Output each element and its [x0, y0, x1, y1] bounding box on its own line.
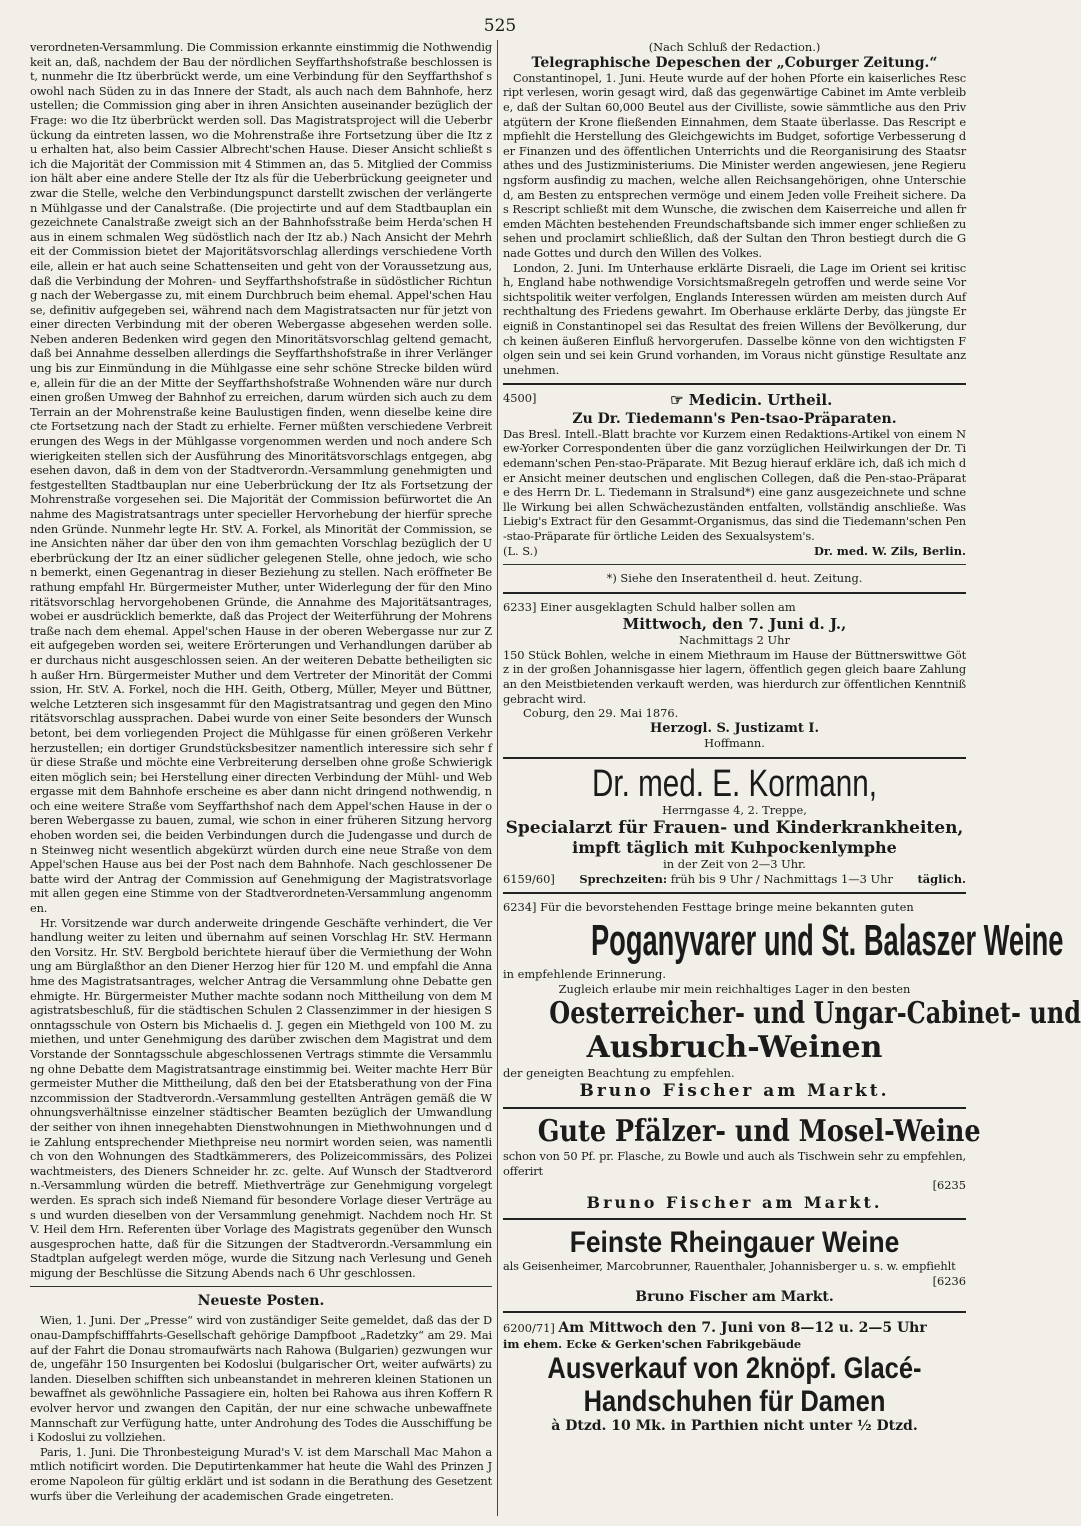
kormann-name: Dr. med. E. Kormann,	[592, 762, 877, 805]
sale-date: Am Mittwoch den 7. Juni von 8—12 u. 2—5 Uhr	[558, 1319, 927, 1336]
kormann-office-hours-label: Sprechzeiten:	[579, 871, 668, 886]
council-report-paragraph: verordneten-Versammlung. Die Commission erkannte einstimmig die Nothwendigkeit an, daß, nachdem der Bau der nördlichen Seyffarthshofstraße beschlossen ist, nunmehr die Itz überbrückt werde, um eine Verbindung für den Seyffarthshof sowohl nach Süden zu in das Innere der Stadt, als auch nach dem Bahnhofe, herzustellen; die Commission ging aber in ihren Ansichten auseinander bezüglich der Frage: wo die Itz überbrückt werden soll. Das Magistratsproject will die Ueberbrückung da eintreten lassen, wo die Mohrenstraße ihre Fortsetzung über die Itz zu erhalten hat, also beim Cassier Albrecht'schen Hause. Dieser Ansicht schließt sich die Majorität der Commission mit 4 Stimmen an, das 5. Mitglied der Commission hält aber eine andere Stelle der Itz als für die Ueberbrückung geeigneter und zwar die Stelle, welche den Verbindungspunct darstellt zwischen der verlängerten Mühlgasse und der Canalstraße. (Die projectirte und auf dem Stadtbauplan eingezeichnete Canalstraße zweigt sich an der Bahnhofsstraße beim Herda'schen Haus in einem schmalen Weg südöstlich nach der Itz ab.) Nach Ansicht der Mehrheit der Commission bietet der Majoritätsvorschlag allerdings verschiedene Vortheile, allein er hat auch seine Schattenseiten und geht von der Voraussetzung aus, daß die Verbindung der Mohren- und Seyffarthshofstraße in südöstlicher Richtung nach der Webergasse zu, mit einem Durchbruch beim ehemal. Appel'schen Hause, definitiv aufgegeben sei, während nach dem Magistratsacten nur für jetzt von einer directen Verbindung mit der oberen Webergasse abgesehen werden solle. Neben anderen Bedenken wird gegen den Minoritätsvorschlag geltend gemacht, daß bei Annahme desselben allerdings die Seyffarthshofstraße in ihrer Verlängerung bis zur Einmündung in die Mühlgasse eine sehr schöne Strecke bilden würde, allein für die an der Mitte der Seyffarthshofstraße Wohnenden wäre nur durch einen großen Umweg der Bahnhof zu erreichen, darum würden sich auch zu dem Terrain an der Mohrenstraße keine Baulustigen finden, wenn dieselbe keine directe Fortsetzung nach der Stadt zu erhielte. Ferner müßten verschiedene Verbreiterungen des Wegs in der Mühlgasse vorgenommen werden und noch andere Schwierigkeiten stellen sich der Ausführung des Minoritätsvorschlags entgegen, abgesehen davon, daß in dem von der Stadtverordn.-Versammlung genehmigten und festgestellten Stadtbauplan nur eine Ueberbrückung der Itz als Fortsetzung der Mohrenstraße vorgesehen sei. Die Majorität der Commission befürwortet die Annahme des Magistratsantrags unter specieller Hervorhebung der hierfür sprechenden Gründe. Nunmehr legte Hr. StV. A. Forkel, als Minorität der Commission, seine Ansichten näher dar über den von ihm gemachten Vorschlag bezüglich der Ueberbrückung der Itz an einer südlicher gelegenen Stelle, ohne jedoch, wie schon bemerkt, einen Gegenantrag in dieser Beziehung zu stellen. Nach eröffneter Berathung empfahl Hr. Bürgermeister Muther, unter Widerlegung der für den Minoritätsvorschlag hervorgehobenen Gründe, die Annahme des Majoritätsantrages, wobei er ausdrücklich bemerkte, daß das Project der Weiterführung der Mohrenstraße nach dem ehemal. Appel'schen Hause in der oberen Webergasse nur zur Zeit aufgegeben worden sei, weitere Erörterungen und Verhandlungen darüber aber durchaus nicht ausgeschlossen seien. An der weiteren Debatte betheiligten sich außer Hrn. Bürgermeister Muther und dem Vertreter der Minorität der Commission, Hr. StV. A. Forkel, noch die HH. Geith, Otberg, Müller, Meyer und Büttner, welche Letzteren sich insgesammt für den Magistratsantrag und gegen den Minoritätsvorschlag aussprachen. Dabei wurde von einer Seite besonders der Wunsch betont, bei dem vorliegenden Project die Mühlgasse für einen größeren Verkehr herzustellen; ein dortiger Grundstücksbesitzer namentlich interessire sich sehr für diese Straße und möchte eine Verbreiterung derselben ohne große Schwierigkeiten möglich sein; bei Herstellung einer directen Verbindung der Mühl- und Webergasse mit dem Bahnhofe erscheine es aber dann nicht dringend nothwendig, noch eine weitere Straße vom Seyffarthshof nach dem Appel'schen Hause in der oberen Webergasse zu bauen, zumal, wie schon in einer früheren Sitzung hervorgehoben worden sei, die beiden Verbindungen durch die Judengasse und durch den Steinweg nicht wesentlich abgekürzt würden durch eine neue Straße von dem Appel'schen Hause aus bei der Post nach dem Bahnhofe. Nach geschlossener Debatte wird der Antrag der Commission auf Genehmigung der Magistratsvorlage mit allen gegen eine Stimme von der Stadtverordneten-Versammlung angenommen.	[30, 40, 492, 916]
kormann-address: Herrngasse 4, 2. Treppe,	[662, 802, 807, 817]
auction-line	[503, 600, 966, 615]
ad-number: 6200/71]	[503, 1320, 555, 1335]
page-number: 525	[483, 16, 517, 36]
sale-location: im ehem. Ecke & Gerken'schen Fabrikgebäude	[503, 1336, 802, 1351]
divider	[503, 757, 966, 759]
ad-number: 6233]	[503, 600, 537, 615]
fischer-signature: Bruno Fischer am Markt.	[635, 1288, 834, 1305]
wine-stock: Zugleich erlaube mir mein reichhaltiges Lager in den besten	[558, 982, 911, 997]
medicine-signature-row	[503, 544, 966, 559]
auction-signature: Hoffmann.	[704, 736, 765, 751]
divider	[503, 1311, 966, 1313]
left-column	[30, 40, 492, 1516]
kormann-vaccination-hours: in der Zeit von 2—3 Uhr.	[663, 856, 806, 871]
medicine-body: Das Bresl. Intell.-Blatt brachte vor Kurzem einen Redaktions-Artikel von einem New-Yorker Correspondenten über die ganz vorzüglichen Heilwirkungen der Dr. Tiedemann'schen Pen-stao-Präparate. Mit Bezug hierauf erkläre ich, daß ich mich der Ansicht meiner deutschen und englischen Collegen, daß die Pen-stao-Präparate des Herrn Dr. L. Tiedemann in Stralsund*) eine ganz ausgezeichnete und schnelle Wirkung bei allen Schwächezuständen entfalten, vollständig anschließe. Was Liebig's Extract für den Gesammt-Organismus, das sind die Tiedemann'schen Pen-stao-Präparate für örtliche Leiden des Sexualsystem's.	[503, 426, 966, 543]
wine-recall: in empfehlende Erinnerung.	[503, 967, 666, 982]
kormann-office-hours: Sprechzeiten: früh bis 9 Uhr / Nachmittags 1—3 Uhr	[579, 871, 893, 886]
medicine-subheading: Zu Dr. Tiedemann's Pen-tsao-Präparaten.	[572, 410, 897, 427]
seal-mark: (L. S.)	[503, 543, 538, 558]
pfalz-headline: Gute Pfälzer- und Mosel-Weine	[537, 1113, 981, 1149]
divider	[30, 1286, 492, 1287]
sale-line	[503, 1319, 966, 1337]
wine-intro: Für die bevorstehenden Festtage bringe meine bekannten guten	[540, 900, 914, 915]
auction-intro: Einer ausgeklagten Schuld halber sollen am	[540, 600, 796, 615]
telegram-constantinople: Constantinopel, 1. Juni. Heute wurde auf der hohen Pforte ein kaiserliches Rescript verlesen, worin gesagt wird, daß das gegenwärtige Cabinet im Amte verbleibe, daß der Sultan 60,000 Beutel aus der Civilliste, sowie sämmtliche aus den Privatgütern der Krone fließenden Einnahmen, dem Staate überlasse. Das Rescript empfiehlt die Herstellung des Gleichgewichts im Budget, sofortige Verbesserung der Finanzen und des öffentlichen Unterrichts und die Reorganisirung des Staatsrathes und des Justizministeriums. Die Minister werden angewiesen, jene Regierungsform ausfindig zu machen, welche allen Reichsangehörigen, ohne Unterschied, am Besten zu entsprechen vermöge und einem Jeden volle Freiheit sichere. Das Rescript schließt mit dem Wunsche, die zwischen dem Kaiserreiche und allen fremden Mächten bestehenden Freundschaftsbande sich immer enger schließen zu sehen und proclamirt schließlich, daß der Sultan den Thron bestiegt durch die Gnade Gottes und durch den Willen des Volkes.	[503, 70, 966, 260]
sale-price: à Dtzd. 10 Mk. in Parthien nicht unter ½ Dtzd.	[551, 1417, 918, 1434]
auction-office: Herzogl. S. Justizamt I.	[649, 721, 820, 737]
kormann-time-afternoon: Nachmittags 1—3 Uhr	[763, 871, 893, 886]
ad-number: [6235	[932, 1178, 966, 1193]
kormann-hours-row	[503, 872, 966, 887]
rhein-headline: Feinste Rheingauer Weine	[569, 1226, 900, 1260]
divider	[503, 1107, 966, 1109]
ad-number: [6236	[932, 1273, 966, 1288]
redaction-credit: (Nach Schluß der Redaction.)	[648, 40, 821, 54]
auction-time: Nachmittags 2 Uhr	[679, 633, 790, 648]
wine-note: der geneigten Beachtung zu empfehlen.	[503, 1065, 735, 1080]
wine-headline-poganyvarer: Poganyvarer und St. Balaszer Weine	[590, 916, 1064, 966]
ad-number: 6234]	[503, 900, 537, 915]
pfalz-body: schon von 50 Pf. pr. Flasche, zu Bowle und auch als Tischwein sehr zu empfehlen, offerirt	[503, 1149, 966, 1178]
auction-body: 150 Stück Bohlen, welche in einem Miethraum im Hause der Büttnerswittwe Götz in der großen Johannisgasse hier lagern, öffentlich gegen gleich baare Zahlung an den Meistbietenden verkauft werden, was hierdurch zur öffentlichen Kenntniß gebracht wird.	[503, 647, 966, 706]
kormann-daily: täglich.	[917, 871, 966, 886]
news-heading: Neueste Posten.	[197, 1293, 325, 1310]
sale-headline-2: Handschuhen für Damen	[583, 1384, 886, 1418]
kormann-vaccination: impft täglich mit Kuhpockenlymphe	[572, 837, 897, 857]
council-report-continuation: Hr. Vorsitzende war durch anderweite dringende Geschäfte verhindert, die Verhandlung weiter zu leiten und übernahm auf seinen Vorschlag Hr. StV. Hermann den Vorsitz. Hr. StV. Bergbold berichtete hierauf über die Vermiethung der Wohnung am Bürglaßthor an den Diener Herzog hier für 120 M. und empfahl die Annahme des Magistratsantrages, welcher Antrag die Versammlung ohne Debatte genehmigte. Hr. Bürgermeister Muther machte sodann noch Mittheilung von dem Magistratsbeschluß, für die städtischen Schulen 2 Classenzimmer in der hiesigen Sonntagsschule von Ostern bis Michaelis d. J. gegen ein Miethgeld von 100 M. zu miethen, und unter Genehmigung des darüber zwischen dem Magistrat und dem Vorstande der Sonntagsschule abgeschlossenen Vertrags stimmte die Versammlung ohne Debatte dem Magistratsantrage einstimmig bei. Weiter machte Herr Bürgermeister Muther die Mittheilung, daß den bei der Etatsberathung von der Finanzcommission der Stadtverordn.-Versammlung gestellten Anträgen gemäß die Wohnungsverhältnisse einzelner städtischer Beamten bezüglich der Umwandlung der seither von ihnen innegehabten Dienstwohnungen in Miethwohnungen und die Zahlung entsprechender Miethpreise neu normirt worden seien, was namentlich von den Wohnungen des Stadtkämmerers, des Polizeicommissärs, des Polizeiwachtmeisters, des Dieners Schneider hr. zc. gelte. Auf Wunsch der Stadtverordn.-Versammlung würden die betreff. Miethverträge zur Genehmigung vorgelegt werden. Es sprach sich indeß Niemand für besondere Vorlage dieser Verträge aus und wurden dieselben von der Versammlung genehmigt. Nachdem noch Hr. StV. Heil dem Hrn. Referenten über Vorlage des Magistrats gegenüber den Wunsch ausgesprochen hatte, daß für die Sitzungen der Stadtverordn.-Versammlung ein Stadtplan aufgelegt werden möge, wurde die Sitzung nach Verlesung und Genehmigung der Beschlüsse die Sitzung Abends nach 6 Uhr geschlossen.	[30, 915, 492, 1280]
divider	[503, 383, 966, 385]
wine-headline-ausbruch: Ausbruch-Weinen	[586, 1030, 883, 1066]
news-vienna: Wien, 1. Juni. Der „Presse“ wird von zuständiger Seite gemeldet, daß das der Donau-Dampfschifffahrts-Gesellschaft gehörige Dampfboot „Radetzky“ am 29. Mai auf der Fahrt die Donau stromaufwärts nach Rahowa (Bulgarien) gezwungen wurde, ungefähr 150 Insurgenten bei Kodoslui (bulgarischer Ort, weiter aufwärts) zu landen. Dieselben schifften sich unbeanstandet in mehreren kleinen Stationen unbewaffnet als gewöhnliche Passagiere ein, holten bei Rahowa aus ihren Koffern Revolver hervor und zwangen den Capitän, der nur eine schwache unbewaffnete Mannschaft zur Verfügung hatte, unter Androhung des Todes die Ausschiffung bei Kodoslui zu vollziehen.	[30, 1313, 492, 1445]
divider	[503, 564, 966, 565]
kormann-specialty: Specialarzt für Frauen- und Kinderkrankheiten,	[505, 817, 964, 838]
medicine-ad-header	[503, 391, 966, 411]
ad-number: 6159/60]	[503, 871, 555, 886]
telegraph-heading: Telegraphische Depeschen der „Coburger Zeitung.“	[531, 54, 938, 71]
kormann-time-morning: früh bis 9 Uhr	[670, 871, 753, 886]
footnote: *) Siehe den Inseratentheil d. heut. Zeitung.	[606, 571, 863, 586]
rhein-footer	[503, 1274, 966, 1289]
auction-date: Mittwoch, den 7. Juni d. J.,	[622, 615, 847, 634]
pfalz-footer	[503, 1178, 966, 1193]
ad-number: 4500]	[503, 391, 537, 406]
news-paris: Paris, 1. Juni. Die Thronbesteigung Murad's V. ist dem Marschall Mac Mahon amtlich notificirt worden. Die Deputirtenkammer hat heute die Wahl des Prinzen Jerome Napoleon für gültig erklärt und ist sodann in die Berathung des Gesetzentwurfs über die Verleihung der academischen Grade eingetreten.	[30, 1444, 492, 1503]
wine-intro-line	[503, 900, 966, 915]
divider	[503, 592, 966, 594]
medicine-signature: Dr. med. W. Zils, Berlin.	[814, 543, 966, 558]
medicine-heading: ☞ Medicin. Urtheil.	[670, 391, 833, 410]
auction-place: Coburg, den 29. Mai 1876.	[523, 706, 679, 721]
divider	[503, 1218, 966, 1220]
divider	[503, 892, 966, 894]
sale-headline-1: Ausverkauf von 2knöpf. Glacé-	[547, 1351, 922, 1385]
rhein-body: als Geisenheimer, Marcobrunner, Rauenthaler, Johannisberger u. s. w. empfiehlt	[503, 1259, 956, 1274]
right-column	[503, 40, 1081, 1516]
fischer-signature: Bruno Fischer am Markt.	[586, 1193, 883, 1213]
column-divider	[497, 40, 498, 1516]
wine-headline-austrian: Oesterreicher- und Ungar-Cabinet- und	[549, 995, 1081, 1031]
fischer-signature: Bruno Fischer am Markt.	[579, 1080, 890, 1101]
telegram-london: London, 2. Juni. Im Unterhause erklärte Disraeli, die Lage im Orient sei kritisch, England habe nothwendige Vorsichtsmaßregeln getroffen und werde seine Vorsichtspolitik weiter verfolgen, Englands Interessen würden am meisten durch Aufrechthaltung des Friedens gewahrt. Im Oberhause erklärte Derby, das jüngste Ereigniß in Constantinopel sei das Resultat des freien Willens der Bevölkerung, durch keinen äußeren Einfluß hervorgerufen. Dasselbe könne von den wichtigsten Folgen sein und sei kein Grund vorhanden, im Voraus nicht günstige Resultate anzunehmen.	[503, 260, 966, 377]
